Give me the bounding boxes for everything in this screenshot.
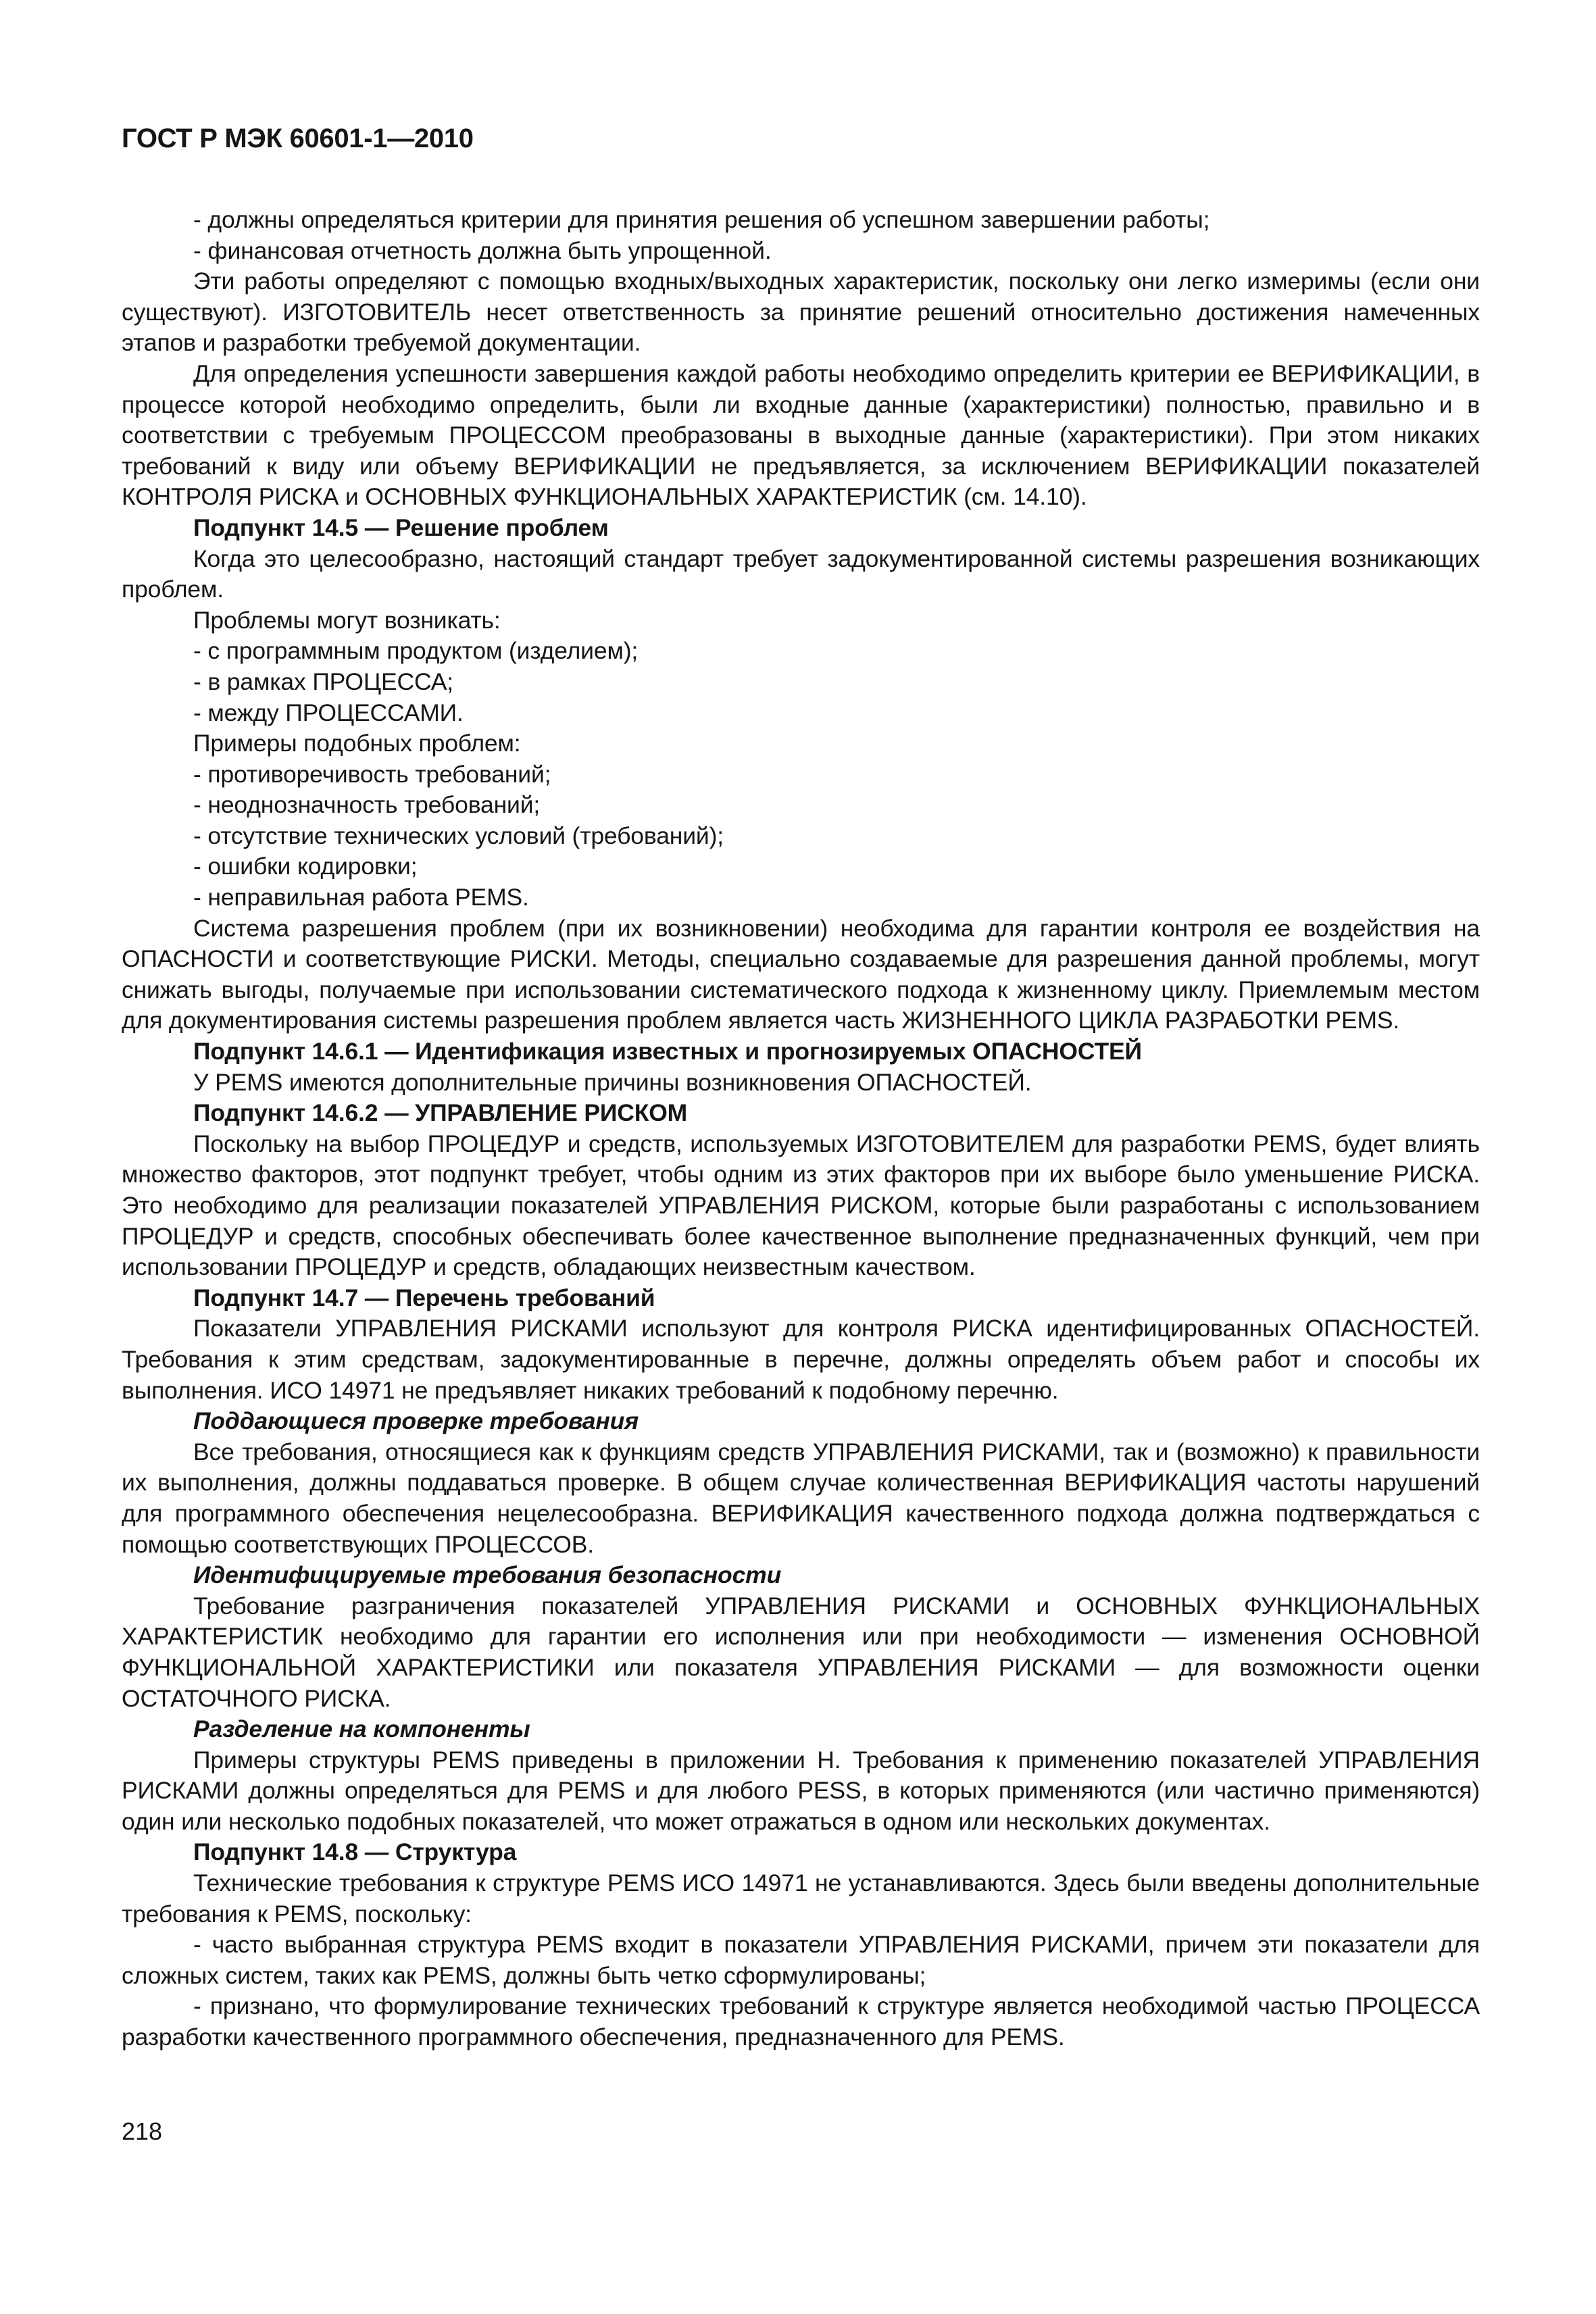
body-paragraph: Примеры подобных проблем: [193,730,521,757]
body-paragraph: - неоднозначность требований; [193,791,541,819]
subsection-heading: Разделение на компоненты [193,1715,530,1743]
subsection-heading: Идентифицируемые требования безопасности [193,1561,782,1589]
page-number: 218 [122,2117,163,2145]
body-paragraph: - в рамках ПРОЦЕССА; [193,668,453,695]
document-body [122,205,1480,2053]
section-heading: Подпункт 14.5 — Решение проблем [193,513,609,541]
section-heading: Подпункт 14.6.2 — УПРАВЛЕНИЕ РИСКОМ [193,1099,688,1127]
body-paragraph: Поскольку на выбор ПРОЦЕДУР и средств, используемых ИЗГОТОВИТЕЛЕМ для разработки PEMS, будет влиять множество факторов, этот подпункт требует, чтобы одним из этих факторов при их выборе было уменьшение РИСКА. Это необходимо для реализации показателей УПРАВЛЕНИЯ РИСКОМ, которые были разработаны с использованием ПРОЦЕДУР и средств, способных обеспечивать более качественное выполнение предназначенных функций, чем при использовании ПРОЦЕДУР и средств, обладающих неизвестным качеством. [122,1130,1480,1281]
body-paragraph: - между ПРОЦЕССАМИ. [193,699,464,726]
body-paragraph: Требование разграничения показателей УПРАВЛЕНИЯ РИСКАМИ и ОСНОВНЫХ ФУНКЦИОНАЛЬНЫХ ХАРАКТЕРИСТИК необходимо для гарантии его исполнения или при необходимости — изменения ОСНОВНОЙ ФУНКЦИОНАЛЬНОЙ ХАРАКТЕРИСТИКИ или показателя УПРАВЛЕНИЯ РИСКАМИ — для возможности оценки ОСТАТОЧНОГО РИСКА. [122,1592,1480,1712]
body-paragraph: Для определения успешности завершения каждой работы необходимо определить критерии ее ВЕРИФИКАЦИИ, в процессе которой необходимо определить, были ли входные данные (характеристики) полностью, правильно и в соответствии с требуемым ПРОЦЕССОМ преобразованы в выходные данные (характеристики). При этом никаких требований к виду или объему ВЕРИФИКАЦИИ не предъявляется, за исключением ВЕРИФИКАЦИИ показателей КОНТРОЛЯ РИСКА и ОСНОВНЫХ ФУНКЦИОНАЛЬНЫХ ХАРАКТЕРИСТИК (см. 14.10). [122,359,1480,511]
body-paragraph: - неправильная работа PEMS. [193,884,529,911]
body-paragraph: - противоречивость требований; [193,760,551,788]
body-paragraph: Показатели УПРАВЛЕНИЯ РИСКАМИ используют для контроля РИСКА идентифицированных ОПАСНОСТЕЙ. Требования к этим средствам, задокументированные в перечне, должны определять объем работ и способы их выполнения. ИСО 14971 не предъявляет никаких требований к подобному перечню. [122,1315,1480,1404]
body-paragraph: Технические требования к структуре PEMS ИСО 14971 не устанавливаются. Здесь были введены дополнительные требования к PEMS, поскольку: [122,1869,1480,1928]
body-paragraph: - финансовая отчетность должна быть упрощенной. [193,236,772,264]
body-paragraph: У PEMS имеются дополнительные причины возникновения ОПАСНОСТЕЙ. [193,1068,1032,1096]
body-paragraph: Система разрешения проблем (при их возникновении) необходима для гарантии контроля ее воздействия на ОПАСНОСТИ и соответствующие РИСКИ. Методы, специально создаваемые для разрешения данной проблемы, могут снижать выгоды, получаемые при использовании систематического подхода к жизненному циклу. Приемлемым местом для документирования системы разрешения проблем является часть ЖИЗНЕННОГО ЦИКЛА РАЗРАБОТКИ PEMS. [122,914,1480,1034]
body-paragraph: Все требования, относящиеся как к функциям средств УПРАВЛЕНИЯ РИСКАМИ, так и (возможно) к правильности их выполнения, должны поддаваться проверке. В общем случае количественная ВЕРИФИКАЦИЯ частоты нарушений для программного обеспечения нецелесообразна. ВЕРИФИКАЦИЯ качественного подхода должна подтверждаться с помощью соответствующих ПРОЦЕССОВ. [122,1438,1480,1558]
section-heading: Подпункт 14.6.1 — Идентификация известных и прогнозируемых ОПАСНОСТЕЙ [193,1038,1142,1065]
body-paragraph: - часто выбранная структура PEMS входит в показатели УПРАВЛЕНИЯ РИСКАМИ, причем эти показатели для сложных систем, таких как PEMS, должны быть четко сформулированы; [122,1931,1480,1989]
body-paragraph: Эти работы определяют с помощью входных/выходных характеристик, поскольку они легко измеримы (если они существуют). ИЗГОТОВИТЕЛЬ несет ответственность за принятие решений относительно достижения намеченных этапов и разработки требуемой документации. [122,268,1480,357]
document-header: ГОСТ Р МЭК 60601-1—2010 [122,124,474,153]
body-paragraph: - признано, что формулирование технических требований к структуре является необходимой частью ПРОЦЕССА разработки качественного программного обеспечения, предназначенного для PEMS. [122,1992,1480,2051]
body-paragraph: - с программным продуктом (изделием); [193,637,639,665]
body-paragraph: - ошибки кодировки; [193,853,418,880]
body-paragraph: Примеры структуры PEMS приведены в приложении Н. Требования к применению показателей УПРАВЛЕНИЯ РИСКАМИ должны определяться для PEMS и для любого PESS, в которых применяются (или частично применяются) один или несколько подобных показателей, что может отражаться в одном или нескольких документах. [122,1746,1480,1835]
body-paragraph: - должны определяться критерии для принятия решения об успешном завершении работы; [193,206,1210,233]
section-heading: Подпункт 14.7 — Перечень требований [193,1284,655,1311]
body-paragraph: Проблемы могут возникать: [193,606,501,634]
body-paragraph: - отсутствие технических условий (требований); [193,822,724,849]
body-paragraph: Когда это целесообразно, настоящий стандарт требует задокументированной системы разрешения возникающих проблем. [122,545,1480,603]
subsection-heading: Поддающиеся проверке требования [193,1407,639,1435]
section-heading: Подпункт 14.8 — Структура [193,1838,517,1866]
